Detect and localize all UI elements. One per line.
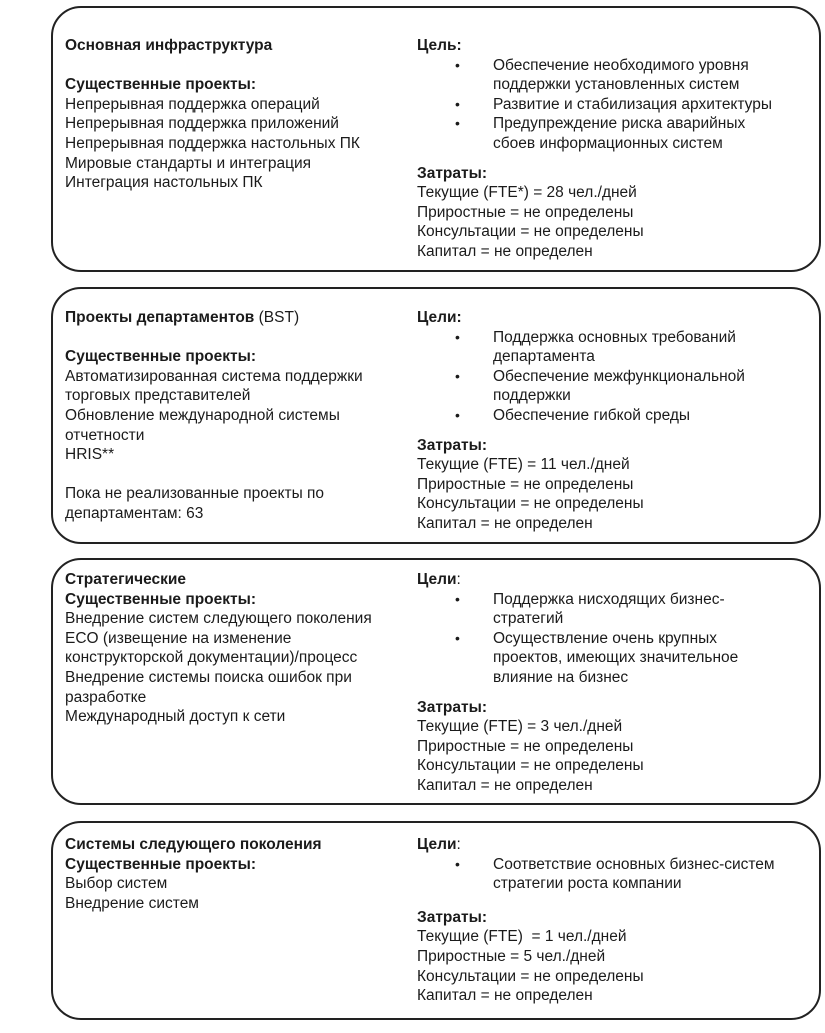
- goal-item: [417, 95, 807, 115]
- cost-item: Капитал = не определен: [417, 514, 593, 532]
- goals-list: [417, 56, 807, 154]
- project-item: Интеграция настольных ПК: [65, 174, 263, 192]
- costs-heading: Затраты:: [417, 698, 487, 716]
- goal-item: [417, 56, 807, 95]
- project-item: отчетности: [65, 426, 145, 444]
- goals-heading-colon: :: [456, 836, 461, 853]
- project-item: Выбор систем: [65, 875, 168, 893]
- goal-item: [417, 590, 807, 629]
- goal-line: департамента: [493, 348, 595, 366]
- goal-item: [417, 114, 807, 153]
- goals-list: [417, 328, 807, 426]
- goal-line: проектов, имеющих значительное: [493, 649, 739, 667]
- department-right-column: [417, 308, 807, 534]
- cost-item: Текущие (FTE) = 3 чел./дней: [417, 718, 623, 736]
- infrastructure-right-column: [417, 36, 807, 262]
- cost-item: Приростные = не определены: [417, 475, 634, 493]
- goal-line: • Обеспечение межфункциональной: [493, 367, 745, 385]
- costs-heading: Затраты:: [417, 436, 487, 454]
- department-projects-box: [51, 287, 821, 544]
- strategic-right-column: [417, 570, 807, 796]
- project-item: Непрерывная поддержка операций: [65, 95, 320, 113]
- project-item: ECO (извещение на изменение: [65, 629, 292, 647]
- goal-line: • Предупреждение риска аварийных: [493, 115, 746, 133]
- cost-item: Приростные = не определены: [417, 203, 634, 221]
- cost-item: Приростные = не определены: [417, 737, 634, 755]
- project-item: разработке: [65, 688, 147, 706]
- goals-heading-colon: :: [456, 571, 461, 588]
- goal-item: [417, 328, 807, 367]
- projects-heading: Существенные проекты:: [65, 855, 257, 873]
- cost-item: Консультации = не определены: [417, 495, 644, 513]
- cost-item: Текущие (FTE) = 1 чел./дней: [417, 928, 627, 946]
- goal-item: [417, 367, 807, 406]
- goal-item: [417, 855, 807, 894]
- strategic-box: [51, 558, 821, 805]
- project-item: Внедрение систем следующего поколения: [65, 610, 372, 628]
- goals-heading: Цели: [417, 836, 457, 853]
- strategic-title: Стратегические: [65, 571, 187, 588]
- project-item: Мировые стандарты и интеграция: [65, 154, 312, 172]
- projects-heading: Существенные проекты:: [65, 590, 257, 608]
- next-gen-right-column: [417, 835, 807, 1006]
- project-item: Непрерывная поддержка приложений: [65, 115, 339, 133]
- infrastructure-box: [51, 6, 821, 272]
- strategic-left-column: [65, 570, 385, 727]
- cost-item: Капитал = не определен: [417, 776, 593, 794]
- project-item: конструкторской документации)/процесс: [65, 649, 358, 667]
- department-title: Проекты департаментов: [65, 309, 255, 326]
- cost-item: Текущие (FTE) = 11 чел./дней: [417, 456, 630, 474]
- cost-item: Консультации = не определены: [417, 967, 644, 985]
- cost-item: Текущие (FTE*) = 28 чел./дней: [417, 184, 637, 202]
- pending-projects-line: департаментам: 63: [65, 504, 204, 522]
- project-item: Внедрение систем: [65, 894, 199, 912]
- goal-line: • Поддержка нисходящих бизнес-: [493, 590, 725, 608]
- goals-heading-line: [417, 570, 807, 590]
- projects-heading: Существенные проекты:: [65, 76, 257, 94]
- project-item: Международный доступ к сети: [65, 708, 286, 726]
- goals-heading: Цели:: [417, 309, 462, 326]
- goal-line: • Обеспечение необходимого уровня: [493, 56, 749, 74]
- goal-item: [417, 406, 807, 426]
- next-gen-title: Системы следующего поколения: [65, 836, 322, 853]
- goals-heading: Цель:: [417, 37, 462, 54]
- goal-line: стратегии роста компании: [493, 875, 682, 893]
- costs-heading: Затраты:: [417, 164, 487, 182]
- goals-heading-line: [417, 835, 807, 855]
- cost-item: Капитал = не определен: [417, 987, 593, 1005]
- cost-item: Приростные = 5 чел./дней: [417, 947, 606, 965]
- projects-heading: Существенные проекты:: [65, 348, 257, 366]
- next-gen-left-column: [65, 835, 385, 913]
- goals-list: [417, 855, 807, 894]
- goal-line: стратегий: [493, 610, 564, 628]
- department-title-line: [65, 308, 385, 328]
- goals-list: [417, 590, 807, 688]
- goal-line: влияние на бизнес: [493, 668, 629, 686]
- infrastructure-left-column: [65, 36, 385, 193]
- project-item: Внедрение системы поиска ошибок при: [65, 668, 352, 686]
- goal-line: • Соответствие основных бизнес-систем: [493, 855, 775, 873]
- project-item: Обновление международной системы: [65, 406, 340, 424]
- goal-item: [417, 629, 807, 688]
- project-item: HRIS**: [65, 446, 115, 464]
- pending-projects-line: Пока не реализованные проекты по: [65, 485, 325, 503]
- goal-line: • Развитие и стабилизация архитектуры: [493, 95, 772, 113]
- goal-line: • Обеспечение гибкой среды: [493, 406, 691, 424]
- project-item: Автоматизированная система поддержки: [65, 367, 363, 385]
- goal-line: • Поддержка основных требований: [493, 328, 736, 346]
- goal-line: поддержки: [493, 387, 571, 405]
- department-left-column: [65, 308, 385, 524]
- infrastructure-title: Основная инфраструктура: [65, 37, 273, 54]
- project-item: торговых представителей: [65, 387, 251, 405]
- cost-item: Консультации = не определены: [417, 757, 644, 775]
- project-item: Непрерывная поддержка настольных ПК: [65, 134, 360, 152]
- cost-item: Капитал = не определен: [417, 242, 593, 260]
- goal-line: поддержки установленных систем: [493, 76, 740, 94]
- next-gen-systems-box: [51, 821, 821, 1020]
- cost-item: Консультации = не определены: [417, 223, 644, 241]
- goals-heading: Цели: [417, 571, 457, 588]
- goal-line: • Осуществление очень крупных: [493, 629, 718, 647]
- goal-line: сбоев информационных систем: [493, 134, 723, 152]
- department-title-suffix: (BST): [254, 309, 300, 326]
- costs-heading: Затраты:: [417, 908, 487, 926]
